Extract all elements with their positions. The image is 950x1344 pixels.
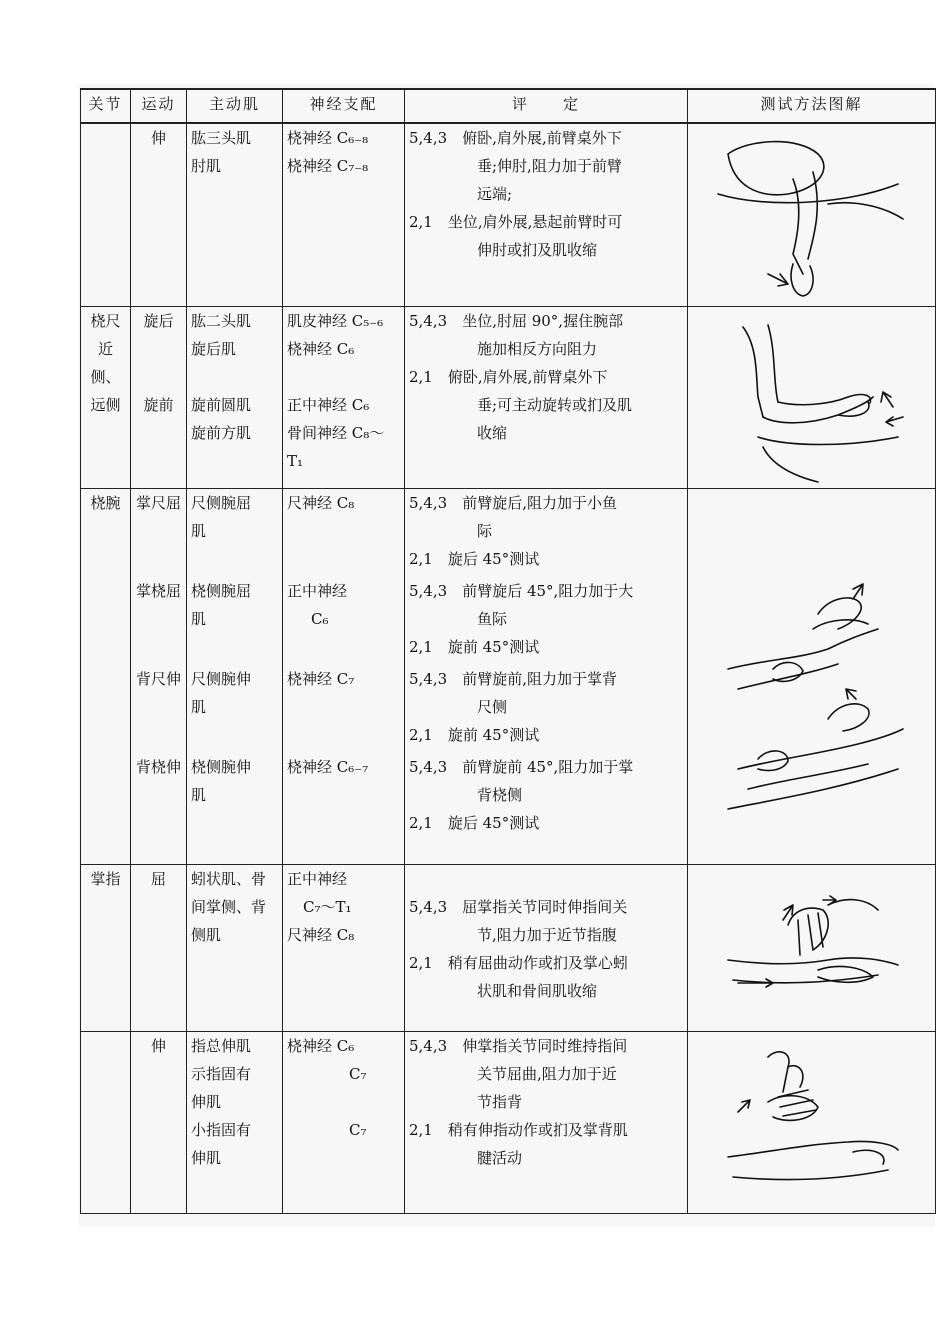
motion-cell: 伸 <box>131 1031 187 1213</box>
joint-cell <box>81 1031 131 1213</box>
rating-text: 前臂旋前 45°,阻力加于掌 <box>462 757 634 776</box>
motion-cell: 伸 <box>131 123 187 306</box>
nerve-name: 桡神经 C₇ <box>287 669 355 688</box>
motion-name: 掌尺屈 <box>135 493 181 512</box>
figure-cell <box>688 864 936 1031</box>
grade: 5,4,3 <box>409 311 448 330</box>
muscle-name: 间掌侧、背 <box>191 897 267 916</box>
header-row <box>81 89 936 123</box>
nerve-cell <box>283 306 405 488</box>
header-nerve: 神经支配 <box>283 89 405 123</box>
nerve-name: C₆ <box>311 609 329 628</box>
joint-cell <box>81 306 131 488</box>
rating-text: 远端; <box>477 185 513 203</box>
forearm-rotation-illustration <box>688 307 936 487</box>
rating-text: 垂;伸肘,阻力加于前臂 <box>477 157 622 175</box>
rating-text: 俯卧,肩外展,前臂桌外下 <box>462 129 622 147</box>
nerve-name: 桡神经 C₆ <box>287 1036 355 1055</box>
rating-text: 前臂旋后 45°,阻力加于大 <box>462 581 634 600</box>
rating-text: 前臂旋后,阻力加于小鱼 <box>462 493 617 512</box>
header-motion: 运动 <box>131 89 187 123</box>
nerve-name: 正中神经 <box>287 869 348 888</box>
rating-text: 坐位,肘屈 90°,握住腕部 <box>462 311 624 330</box>
rating-text: 背桡侧 <box>477 785 523 804</box>
muscle-cell <box>187 864 283 1031</box>
muscle-name: 旋前圆肌 <box>191 395 252 414</box>
rating-text: 伸肘或扪及肌收缩 <box>477 241 598 259</box>
nerve-name: 骨间神经 C₈～T₁ <box>287 423 385 470</box>
nerve-name: 桡神经 C₇₋₈ <box>287 157 369 175</box>
nerve-name: 正中神经 C₆ <box>287 395 370 414</box>
row-elbow-extension <box>81 123 936 306</box>
nerve-cell <box>283 123 405 306</box>
muscle-name: 小指固有 <box>191 1120 252 1139</box>
motion-name: 旋前 <box>143 395 174 414</box>
rating-text: 腱活动 <box>477 1148 523 1167</box>
joint-name: 近侧、 <box>90 339 121 386</box>
nerve-name: C₇ <box>349 1120 367 1139</box>
muscle-cell <box>187 306 283 488</box>
nerve-cell <box>283 864 405 1031</box>
joint-name: 远侧 <box>90 395 121 414</box>
muscle-name: 肌 <box>191 609 207 628</box>
grade: 5,4,3 <box>409 1036 448 1055</box>
rating-text: 节,阻力加于近节指腹 <box>477 925 617 944</box>
muscle-name: 桡侧腕伸 <box>191 757 252 776</box>
rating-text: 坐位,肩外展,悬起前臂时可 <box>447 213 623 231</box>
motion-cell: 屈 <box>131 864 187 1031</box>
grade: 2,1 <box>409 813 433 832</box>
muscle-name: 旋前方肌 <box>191 423 252 442</box>
rating-text: 收缩 <box>477 423 508 442</box>
nerve-name: 桡神经 C₆₋₇ <box>287 757 369 776</box>
muscle-name: 伸肌 <box>191 1092 222 1111</box>
rating-text: 稍有屈曲动作或扪及掌心蚓 <box>447 953 628 972</box>
header-muscle: 主动肌 <box>187 89 283 123</box>
motion-name: 背尺伸 <box>135 669 181 688</box>
grade: 5,4,3 <box>409 669 448 688</box>
rating-cell <box>405 1031 688 1213</box>
nerve-name: 桡神经 C₆ <box>287 339 355 358</box>
rating-text: 垂;可主动旋转或扪及肌 <box>477 395 633 414</box>
motion-cell <box>131 306 187 488</box>
grade: 2,1 <box>409 213 433 231</box>
row-wrist <box>81 488 936 864</box>
muscle-cell <box>187 1031 283 1213</box>
elbow-extension-illustration <box>688 124 936 304</box>
nerve-cell <box>283 1031 405 1213</box>
grade: 5,4,3 <box>409 757 448 776</box>
muscle-name: 肌 <box>191 785 207 804</box>
nerve-name: 肌皮神经 C₅₋₆ <box>287 311 384 330</box>
grade: 5,4,3 <box>409 897 448 916</box>
muscle-name: 尺侧腕屈 <box>191 493 252 512</box>
muscle-name: 伸肌 <box>191 1148 222 1167</box>
muscle-name: 肘肌 <box>191 157 222 175</box>
motion-cell <box>131 488 187 864</box>
joint-cell: 掌指 <box>81 864 131 1031</box>
row-mcp-extension <box>81 1031 936 1213</box>
motion-name: 掌桡屈 <box>135 581 181 600</box>
grade: 2,1 <box>409 367 433 386</box>
grade: 2,1 <box>409 549 433 568</box>
muscle-name: 尺侧腕伸 <box>191 669 252 688</box>
muscle-name: 示指固有 <box>191 1064 252 1083</box>
rating-cell <box>405 864 688 1031</box>
rating-cell <box>405 306 688 488</box>
nerve-name: 尺神经 C₈ <box>287 493 355 512</box>
rating-text: 旋后 45°测试 <box>447 549 540 568</box>
rating-text: 节指背 <box>477 1092 523 1111</box>
rating-text: 状肌和骨间肌收缩 <box>477 981 598 1000</box>
muscle-name: 侧肌 <box>191 925 222 944</box>
rating-text: 旋后 45°测试 <box>447 813 540 832</box>
header-figure: 测试方法图解 <box>688 89 936 123</box>
nerve-cell <box>283 488 405 864</box>
header-joint: 关节 <box>81 89 131 123</box>
rating-text: 伸掌指关节同时维持指间 <box>462 1036 628 1055</box>
muscle-name: 肌 <box>191 521 207 540</box>
figure-cell <box>688 123 936 306</box>
muscle-name: 蚓状肌、骨 <box>191 869 267 888</box>
row-forearm-rotation <box>81 306 936 488</box>
grade: 2,1 <box>409 637 433 656</box>
muscle-name: 肱二头肌 <box>191 311 252 330</box>
rating-text: 施加相反方向阻力 <box>477 339 598 358</box>
muscle-name: 指总伸肌 <box>191 1036 252 1055</box>
muscle-name: 桡侧腕屈 <box>191 581 252 600</box>
row-mcp-flexion <box>81 864 936 1031</box>
wrist-test-illustration <box>688 489 936 859</box>
motion-name: 旋后 <box>143 311 174 330</box>
muscle-cell <box>187 488 283 864</box>
joint-name: 桡尺 <box>90 311 121 330</box>
nerve-name: C₇～T₁ <box>303 897 352 916</box>
muscle-name: 肱三头肌 <box>191 129 252 147</box>
rating-text: 旋前 45°测试 <box>447 725 540 744</box>
rating-text: 屈掌指关节同时伸指间关 <box>462 897 628 916</box>
grade: 2,1 <box>409 725 433 744</box>
header-rating: 评 定 <box>405 89 688 123</box>
rating-cell <box>405 488 688 864</box>
nerve-name: C₇ <box>349 1064 367 1083</box>
muscle-name: 旋后肌 <box>191 339 237 358</box>
rating-text: 稍有伸指动作或扪及掌背肌 <box>447 1120 628 1139</box>
grade: 2,1 <box>409 1120 433 1139</box>
grade: 5,4,3 <box>409 493 448 512</box>
muscle-name: 肌 <box>191 697 207 716</box>
mcp-flexion-illustration <box>688 865 936 1030</box>
joint-cell: 桡腕 <box>81 488 131 864</box>
nerve-name: 正中神经 <box>287 581 348 600</box>
joint-cell <box>81 123 131 306</box>
nerve-name: 桡神经 C₆₋₈ <box>287 129 369 147</box>
rating-text: 鱼际 <box>477 609 508 628</box>
muscle-cell <box>187 123 283 306</box>
figure-cell <box>688 1031 936 1213</box>
rating-text: 俯卧,肩外展,前臂桌外下 <box>447 367 608 386</box>
rating-text: 旋前 45°测试 <box>447 637 540 656</box>
motion-name: 背桡伸 <box>135 757 181 776</box>
grade: 5,4,3 <box>409 129 448 147</box>
grade: 5,4,3 <box>409 581 448 600</box>
grade: 2,1 <box>409 953 433 972</box>
figure-cell <box>688 306 936 488</box>
muscle-test-table <box>80 88 936 1214</box>
nerve-name: 尺神经 C₈ <box>287 925 355 944</box>
rating-cell <box>405 123 688 306</box>
rating-text: 关节屈曲,阻力加于近 <box>477 1064 617 1083</box>
mcp-extension-illustration <box>688 1032 936 1212</box>
figure-cell <box>688 488 936 864</box>
rating-text: 前臂旋前,阻力加于掌背 <box>462 669 617 688</box>
rating-text: 尺侧 <box>477 697 508 716</box>
rating-text: 际 <box>477 521 493 540</box>
